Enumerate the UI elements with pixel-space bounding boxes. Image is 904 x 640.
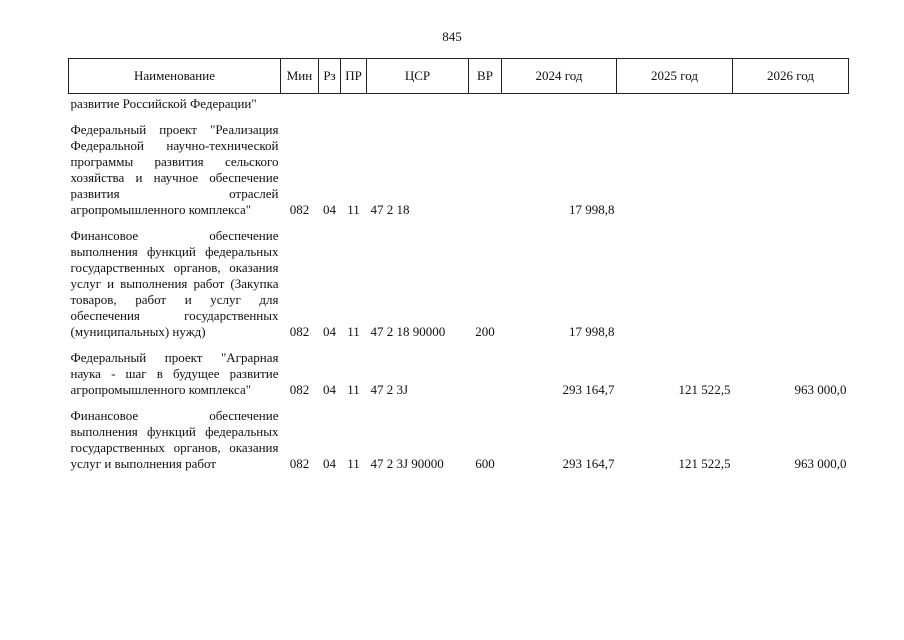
row-2024: 17 998,8 — [569, 324, 615, 339]
row-2026 — [733, 94, 849, 123]
row-name: развитие Российской Федерации" — [70, 96, 257, 111]
row-rz: 04 — [323, 382, 336, 397]
row-2026: 963 000,0 — [794, 382, 847, 397]
row-pr: 11 — [347, 324, 360, 339]
table-row — [69, 122, 849, 228]
row-pr: 11 — [347, 382, 360, 397]
header-pr: ПР — [341, 59, 367, 94]
header-name: Наименование — [69, 59, 281, 94]
row-rz: 04 — [323, 324, 336, 339]
header-rz: Рз — [319, 59, 341, 94]
row-rz: 04 — [323, 456, 336, 471]
header-2025: 2025 год — [617, 59, 733, 94]
row-min: 082 — [289, 202, 310, 217]
row-2026: 963 000,0 — [794, 456, 847, 471]
table-row — [69, 350, 849, 408]
row-2024: 293 164,7 — [562, 382, 615, 397]
row-2024: 17 998,8 — [569, 202, 615, 217]
table-row — [69, 94, 849, 123]
row-csr: 47 2 3J 90000 — [370, 456, 444, 471]
row-name: Федеральный проект "Реализация Федеральной научно-технической программы развития сельского хозяйства и научное обеспечение развития отраслей агропромышленного комплекса" — [70, 122, 279, 217]
header-vr: ВР — [469, 59, 502, 94]
row-min: 082 — [289, 456, 310, 471]
table-row — [69, 408, 849, 482]
row-2024: 293 164,7 — [562, 456, 615, 471]
row-name: Финансовое обеспечение выполнения функций федеральных государственных органов, оказания услуг и выполнения работ (Закупка товаров, работ и услуг для обеспечения государственных (муниципальных) нужд) — [70, 228, 279, 339]
header-2026: 2026 год — [733, 59, 849, 94]
page-number: 845 — [442, 29, 462, 44]
header-csr: ЦСР — [367, 59, 469, 94]
row-2025: 121 522,5 — [678, 456, 731, 471]
table-header-row — [69, 59, 849, 94]
row-vr: 600 — [475, 456, 495, 471]
row-rz — [319, 94, 341, 123]
row-2025 — [617, 94, 733, 123]
header-2024: 2024 год — [502, 59, 617, 94]
row-name: Финансовое обеспечение выполнения функций федеральных государственных органов, оказания услуг и выполнения работ — [70, 408, 279, 471]
table-row — [69, 228, 849, 350]
row-vr — [469, 122, 502, 228]
row-2026 — [733, 122, 849, 228]
row-vr — [469, 350, 502, 408]
row-vr — [469, 94, 502, 123]
row-2025 — [617, 122, 733, 228]
row-pr: 11 — [347, 202, 360, 217]
budget-table — [68, 58, 849, 482]
row-min — [281, 94, 319, 123]
row-csr: 47 2 18 — [370, 202, 410, 217]
header-min: Мин — [281, 59, 319, 94]
row-pr: 11 — [347, 456, 360, 471]
row-min: 082 — [289, 382, 310, 397]
row-2025 — [617, 228, 733, 350]
row-pr — [341, 94, 367, 123]
row-vr: 200 — [475, 324, 495, 339]
row-2026 — [733, 228, 849, 350]
row-rz: 04 — [323, 202, 336, 217]
row-2024 — [502, 94, 617, 123]
row-min: 082 — [289, 324, 310, 339]
row-csr: 47 2 3J — [370, 382, 409, 397]
row-csr — [367, 94, 469, 123]
row-2025: 121 522,5 — [678, 382, 731, 397]
row-name: Федеральный проект "Аграрная наука - шаг в будущее развитие агропромышленного комплекса" — [70, 350, 279, 397]
row-csr: 47 2 18 90000 — [370, 324, 446, 339]
